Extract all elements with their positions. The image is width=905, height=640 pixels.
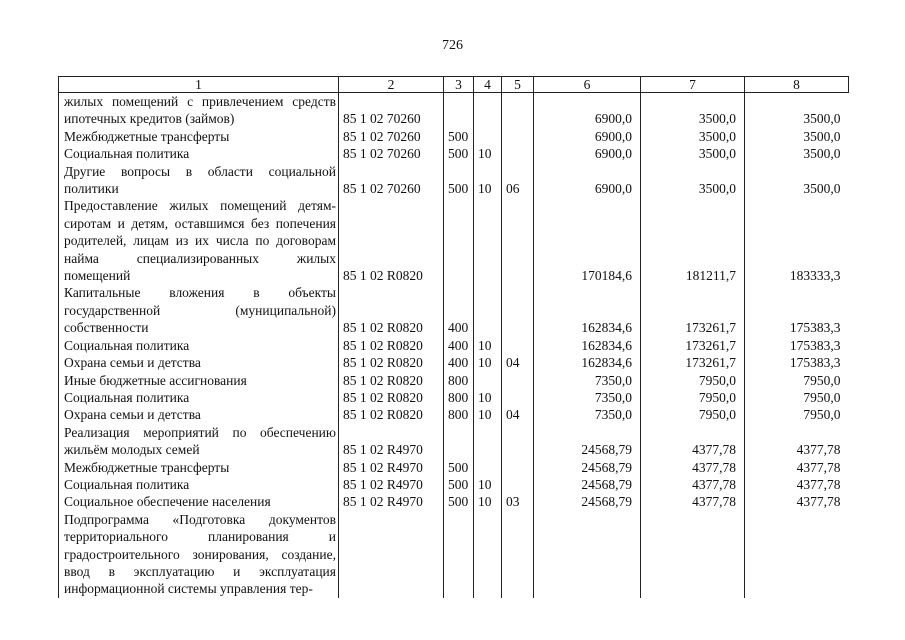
amount-col-7: 7950,0 [641,389,745,406]
header-row [59,77,849,93]
amount-col-7: 4377,78 [641,424,745,459]
amount-col-7: 3500,0 [641,145,745,162]
target-code: 85 1 02 R0820 [339,372,444,389]
subsection [502,284,534,336]
amount-col-7: 181211,7 [641,197,745,284]
table-row [59,493,849,510]
amount-col-8: 7950,0 [745,372,849,389]
amount-col-6: 162834,6 [534,284,641,336]
amount-col-7: 3500,0 [641,93,745,128]
amount-col-7: 4377,78 [641,493,745,510]
section [474,424,502,459]
table-row [59,372,849,389]
header-col-7: 7 [641,77,745,93]
expense-type [444,511,474,598]
item-name: Социальная политика [59,389,339,406]
amount-col-7: 173261,7 [641,337,745,354]
table-row [59,354,849,371]
amount-col-8: 175383,3 [745,354,849,371]
section: 10 [474,406,502,423]
item-name: Социальная политика [59,337,339,354]
amount-col-8: 3500,0 [745,145,849,162]
item-name: Другие вопросы в области социальной политики [59,163,339,198]
section [474,459,502,476]
amount-col-8: 4377,78 [745,459,849,476]
section [474,372,502,389]
amount-col-8: 7950,0 [745,389,849,406]
table-row [59,163,849,198]
amount-col-8: 4377,78 [745,493,849,510]
amount-col-7: 173261,7 [641,354,745,371]
amount-col-7: 7950,0 [641,372,745,389]
amount-col-8: 175383,3 [745,337,849,354]
target-code: 85 1 02 R0820 [339,406,444,423]
amount-col-8: 7950,0 [745,406,849,423]
subsection [502,372,534,389]
expense-type: 800 [444,406,474,423]
target-code: 85 1 02 70260 [339,93,444,128]
section: 10 [474,354,502,371]
target-code: 85 1 02 R4970 [339,424,444,459]
section: 10 [474,476,502,493]
amount-col-8: 175383,3 [745,284,849,336]
item-name: Межбюджетные трансферты [59,459,339,476]
amount-col-7: 3500,0 [641,163,745,198]
expense-type: 500 [444,493,474,510]
section [474,197,502,284]
target-code: 85 1 02 R4970 [339,493,444,510]
item-name: Охрана семьи и детства [59,406,339,423]
target-code [339,511,444,598]
amount-col-7: 4377,78 [641,476,745,493]
expense-type [444,197,474,284]
table-row [59,389,849,406]
table-body [59,93,849,598]
target-code: 85 1 02 70260 [339,163,444,198]
item-name: жилых помещений с привлечением средств ипотечных кредитов (займов) [59,93,339,128]
expense-type: 500 [444,163,474,198]
amount-col-7: 4377,78 [641,459,745,476]
subsection: 04 [502,354,534,371]
amount-col-8: 4377,78 [745,476,849,493]
table-row [59,337,849,354]
amount-col-6: 24568,79 [534,476,641,493]
expense-type: 500 [444,476,474,493]
amount-col-6: 6900,0 [534,163,641,198]
expense-type: 500 [444,145,474,162]
expense-type [444,424,474,459]
expense-type: 500 [444,128,474,145]
table-row [59,197,849,284]
page-number: 726 [442,38,463,53]
section: 10 [474,389,502,406]
subsection: 03 [502,493,534,510]
subsection [502,459,534,476]
section [474,93,502,128]
section [474,128,502,145]
amount-col-6: 6900,0 [534,93,641,128]
amount-col-6: 6900,0 [534,145,641,162]
section: 10 [474,337,502,354]
amount-col-8: 183333,3 [745,197,849,284]
budget-table [58,76,849,598]
amount-col-8 [745,511,849,598]
item-name: Реализация мероприятий по обеспечению жильём молодых семей [59,424,339,459]
item-name: Охрана семьи и детства [59,354,339,371]
target-code: 85 1 02 70260 [339,128,444,145]
amount-col-7: 7950,0 [641,406,745,423]
subsection: 06 [502,163,534,198]
table-row [59,511,849,598]
amount-col-7: 173261,7 [641,284,745,336]
target-code: 85 1 02 R0820 [339,354,444,371]
subsection [502,337,534,354]
amount-col-6: 24568,79 [534,459,641,476]
target-code: 85 1 02 R0820 [339,197,444,284]
amount-col-6: 162834,6 [534,337,641,354]
amount-col-6: 7350,0 [534,389,641,406]
amount-col-7 [641,511,745,598]
amount-col-6: 24568,79 [534,424,641,459]
header-col-8: 8 [745,77,849,93]
item-name: Предоставление жилых помещений детям-сиротам и детям, оставшимся без попечения родителей, лицам из их числа по договорам найма специализированных жилых помещений [59,197,339,284]
amount-col-8: 4377,78 [745,424,849,459]
table-row [59,145,849,162]
header-col-6: 6 [534,77,641,93]
item-name: Социальное обеспечение населения [59,493,339,510]
amount-col-6: 24568,79 [534,493,641,510]
item-name: Подпрограмма «Подготовка документов территориального планирования и градостроительного зонирования, создание, ввод в эксплуатацию и эксплуатация информационной системы управления тер- [59,511,339,598]
section: 10 [474,163,502,198]
expense-type: 800 [444,372,474,389]
target-code: 85 1 02 R4970 [339,459,444,476]
item-name: Социальная политика [59,145,339,162]
table-row [59,476,849,493]
item-name: Иные бюджетные ассигнования [59,372,339,389]
amount-col-8: 3500,0 [745,163,849,198]
amount-col-6 [534,511,641,598]
subsection [502,197,534,284]
item-name: Межбюджетные трансферты [59,128,339,145]
table-row [59,459,849,476]
item-name: Социальная политика [59,476,339,493]
subsection [502,511,534,598]
subsection [502,424,534,459]
table-row [59,128,849,145]
table-header [59,77,849,93]
table-row [59,284,849,336]
table-row [59,406,849,423]
amount-col-8: 3500,0 [745,128,849,145]
table-row [59,93,849,128]
target-code: 85 1 02 70260 [339,145,444,162]
section [474,511,502,598]
subsection [502,476,534,493]
amount-col-7: 3500,0 [641,128,745,145]
subsection [502,145,534,162]
target-code: 85 1 02 R0820 [339,337,444,354]
subsection [502,128,534,145]
header-col-5: 5 [502,77,534,93]
amount-col-8: 3500,0 [745,93,849,128]
expense-type [444,93,474,128]
expense-type: 400 [444,284,474,336]
item-name: Капитальные вложения в объекты государственной (муниципальной) собственности [59,284,339,336]
header-col-1: 1 [59,77,339,93]
table-row [59,424,849,459]
header-col-2: 2 [339,77,444,93]
subsection: 04 [502,406,534,423]
section: 10 [474,145,502,162]
amount-col-6: 6900,0 [534,128,641,145]
subsection [502,389,534,406]
amount-col-6: 7350,0 [534,372,641,389]
expense-type: 800 [444,389,474,406]
amount-col-6: 162834,6 [534,354,641,371]
section: 10 [474,493,502,510]
header-col-3: 3 [444,77,474,93]
expense-type: 500 [444,459,474,476]
expense-type: 400 [444,337,474,354]
target-code: 85 1 02 R0820 [339,389,444,406]
expense-type: 400 [444,354,474,371]
subsection [502,93,534,128]
target-code: 85 1 02 R4970 [339,476,444,493]
header-col-4: 4 [474,77,502,93]
target-code: 85 1 02 R0820 [339,284,444,336]
section [474,284,502,336]
amount-col-6: 7350,0 [534,406,641,423]
amount-col-6: 170184,6 [534,197,641,284]
